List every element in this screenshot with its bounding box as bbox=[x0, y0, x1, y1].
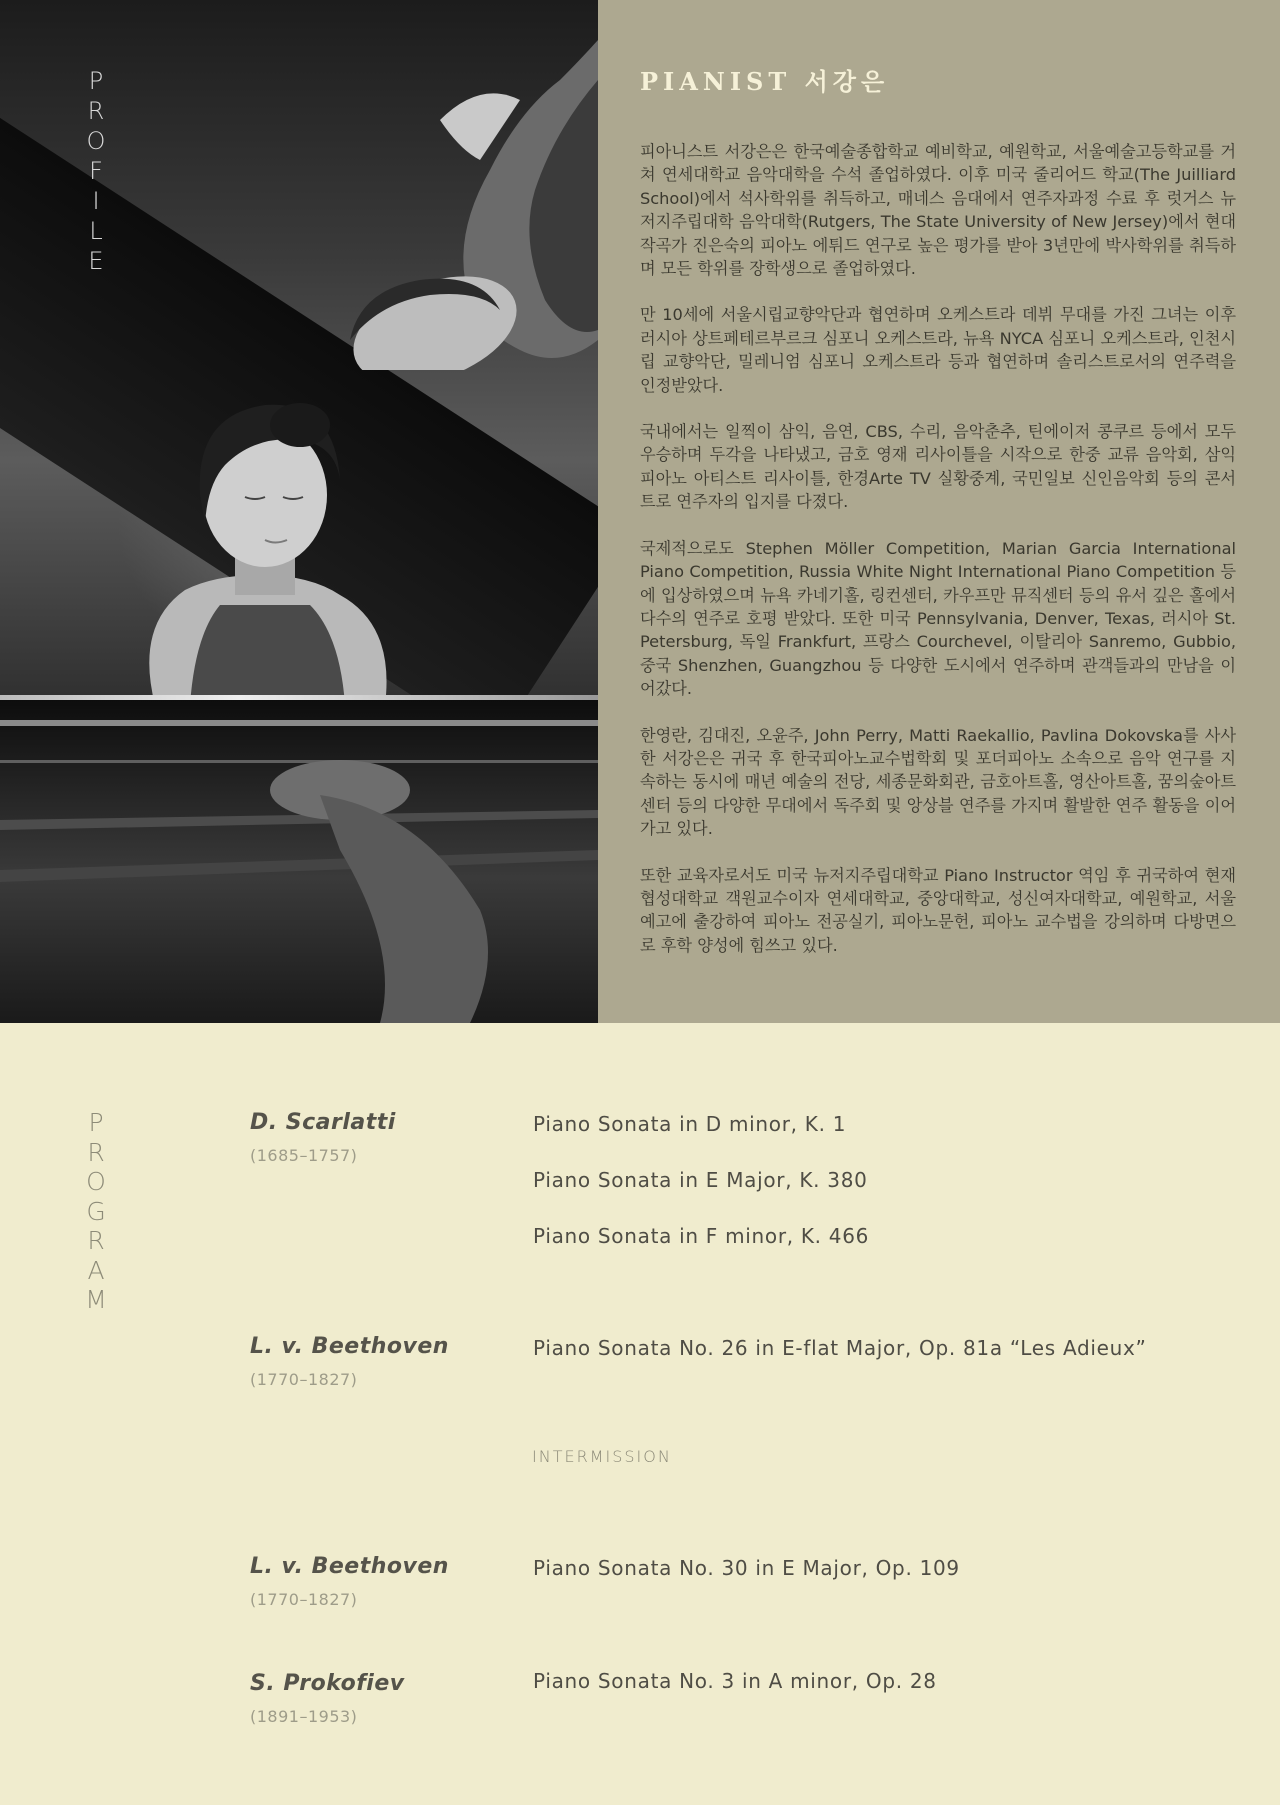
composer-name: L. v. Beethoven bbox=[250, 1334, 449, 1359]
bio-paragraph: 만 10세에 서울시립교향악단과 협연하며 오케스트라 데뷔 무대를 가진 그녀는 이후 러시아 상트페테르부르크 심포니 오케스트라, 뉴욕 NYCA 심포니 오케스트라, 인천시립 교향악단, 밀레니엄 심포니 오케스트라 등과 협연하며 솔리스트로서의 연주력을 인정받았다. bbox=[640, 305, 1236, 395]
program-side-label: P R O G R A M bbox=[85, 1108, 107, 1314]
intermission-label: INTERMISSION bbox=[532, 1447, 672, 1466]
program-work: Piano Sonata No. 30 in E Major, Op. 109 bbox=[533, 1556, 960, 1580]
composer-years: (1891–1953) bbox=[250, 1707, 358, 1726]
biography-text bbox=[640, 140, 1236, 980]
pianist-reflection-illustration bbox=[330, 40, 598, 370]
bio-paragraph: 또한 교육자로서도 미국 뉴저지주립대학교 Piano Instructor 역임 후 귀국하여 현재 협성대학교 객원교수이자 연세대학교, 중앙대학교, 성신여자대학교, 예원학교, 서울예고에 출강하여 피아노 전공실기, 피아노문헌, 피아노 교수법을 강의하며 다방면으로 후학 양성에 힘쓰고 있다. bbox=[640, 865, 1236, 955]
program-work: Piano Sonata in E Major, K. 380 bbox=[533, 1168, 868, 1192]
composer-name: L. v. Beethoven bbox=[250, 1554, 449, 1579]
composer-years: (1770–1827) bbox=[250, 1590, 358, 1609]
bio-paragraph: 피아니스트 서강은은 한국예술종합학교 예비학교, 예원학교, 서울예술고등학교를 거쳐 연세대학교 음악대학을 수석 졸업하였다. 이후 미국 줄리어드 학교(The Juilliard School)에서 석사학위를 취득하고, 매네스 음대에서 연주자과정 수료 후 럿거스 뉴저지주립대학 음악대학(Rutgers, The State University of New Jersey)에서 현대작곡가 진은숙의 피아노 에튀드 연구로 높은 평가를 받아 3년만에 박사학위를 취득하며 모든 학위를 장학생으로 졸업하였다. bbox=[640, 142, 1236, 279]
program-work: Piano Sonata in F minor, K. 466 bbox=[533, 1224, 870, 1248]
program-work: Piano Sonata No. 26 in E-flat Major, Op. 81a “Les Adieux” bbox=[533, 1336, 1147, 1360]
composer-name: S. Prokofiev bbox=[250, 1671, 405, 1696]
program-work: Piano Sonata in D minor, K. 1 bbox=[533, 1112, 847, 1136]
program-work: Piano Sonata No. 3 in A minor, Op. 28 bbox=[533, 1669, 937, 1693]
pianist-photo bbox=[0, 0, 598, 1023]
composer-years: (1685–1757) bbox=[250, 1146, 358, 1165]
profile-side-label: P R O F I L E bbox=[86, 67, 106, 275]
pianist-illustration bbox=[95, 385, 425, 705]
composer-name: D. Scarlatti bbox=[250, 1110, 396, 1135]
bio-paragraph: 한영란, 김대진, 오윤주, John Perry, Matti Raekallio, Pavlina Dokovska를 사사한 서강은은 귀국 후 한국피아노교수법학회 및 포더피아노 소속으로 음악 연구를 지속하는 동시에 매년 예술의 전당, 세종문화회관, 금호아트홀, 영산아트홀, 꿈의숲아트센터 등의 다양한 무대에서 독주회 및 앙상블 연주를 가지며 활발한 연주 활동을 이어가고 있다. bbox=[640, 725, 1236, 839]
composer-years: (1770–1827) bbox=[250, 1370, 358, 1389]
piano-body-illustration bbox=[0, 700, 598, 1023]
bio-paragraph: 국내에서는 일찍이 삼익, 음연, CBS, 수리, 음악춘추, 틴에이저 콩쿠르 등에서 모두 우승하며 두각을 나타냈고, 금호 영재 리사이틀을 시작으로 한중 교류 음악회, 삼익 피아노 아티스트 리사이틀, 한경Arte TV 실황중계, 국민일보 신인음악회 등의 콘서트로 연주자의 입지를 다졌다. bbox=[640, 422, 1236, 512]
bio-paragraph: 국제적으로도 Stephen Möller Competition, Marian Garcia International Piano Competition, Russia White Night International Piano Competition 등에 입상하였으며 뉴욕 카네기홀, 링컨센터, 카우프만 뮤직센터 등의 유서 깊은 홀에서 다수의 연주로 호평 받았다. 또한 미국 Pennsylvania, Denver, Texas, 러시아 St. Petersburg, 독일 Frankfurt, 프랑스 Courchevel, 이탈리아 Sanremo, Gubbio, 중국 Shenzhen, Guangzhou 등 다양한 도시에서 연주하며 관객들과의 만남을 이어갔다. bbox=[640, 538, 1236, 699]
biography-panel bbox=[598, 0, 1280, 1023]
bio-title: PIANIST 서강은 bbox=[640, 67, 890, 96]
